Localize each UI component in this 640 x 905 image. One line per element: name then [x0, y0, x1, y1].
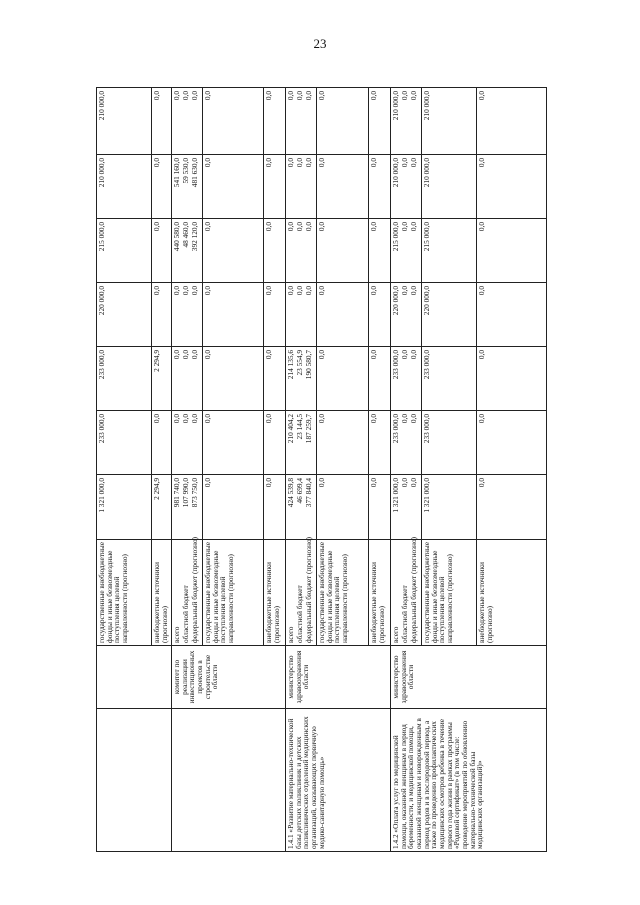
page-number: 23 — [313, 36, 327, 51]
value-cell: 0,0 — [264, 411, 286, 475]
value-cell: 0,0 — [203, 347, 264, 411]
participant-cell-prev — [97, 646, 172, 709]
value-stack: 210 000,0 0,0 0,0 — [391, 155, 422, 219]
value-stack: 233 000,0 0,0 0,0 — [391, 347, 422, 411]
value-cell: 2 294,9 — [152, 475, 172, 540]
participant-cell: министерство здравоохранения области — [286, 646, 391, 709]
value-cell: 0,0 — [264, 283, 286, 347]
value-cell: 0,0 — [203, 88, 264, 155]
value-cell: 210 000,0 — [97, 88, 152, 155]
value-cell: 0,0 — [203, 283, 264, 347]
table-row — [97, 88, 152, 852]
participant-cell: комитет по реализации инвестиционных проектов в строительстве области — [172, 646, 286, 709]
value-cell: 0,0 — [264, 219, 286, 283]
value-cell: 0,0 — [317, 411, 369, 475]
value-cell: 0,0 — [264, 155, 286, 219]
value-stack: 541 160,0 59 530,0 481 630,0 — [172, 155, 203, 219]
value-cell: 0,0 — [317, 347, 369, 411]
value-cell: 0,0 — [264, 475, 286, 540]
value-cell: 0,0 — [477, 475, 547, 540]
value-cell: 0,0 — [152, 155, 172, 219]
value-stack: 0,0 0,0 0,0 — [286, 219, 317, 283]
value-cell: 1 321 000,0 — [422, 475, 477, 540]
event-cell: 1.4.1 «Развитие материально-технической базы детских поликлиник и детских поликлинических отделений медицинских организаций, оказывающих первичную медико-санитарную помощь» — [286, 709, 391, 852]
value-cell: 0,0 — [477, 411, 547, 475]
value-cell: 0,0 — [152, 411, 172, 475]
value-cell: 233 000,0 — [97, 347, 152, 411]
value-cell: 0,0 — [477, 219, 547, 283]
value-cell: 0,0 — [203, 411, 264, 475]
table-row — [391, 88, 422, 852]
source-cell: внебюджетные источники (прогнозно) — [264, 540, 286, 646]
value-cell: 0,0 — [369, 411, 391, 475]
value-cell: 233 000,0 — [97, 411, 152, 475]
value-cell: 0,0 — [203, 219, 264, 283]
value-cell: 0,0 — [369, 88, 391, 155]
value-stack: 0,0 0,0 0,0 — [172, 347, 203, 411]
value-cell: 233 000,0 — [422, 411, 477, 475]
table-row — [172, 88, 203, 852]
value-stack: 981 740,0 107 990,0 873 750,0 — [172, 475, 203, 540]
source-cell: государственные внебюджетные фонды и иные безвозмездные поступления целевой направленности (прогнозно) — [422, 540, 477, 646]
value-stack: 233 000,0 0,0 0,0 — [391, 411, 422, 475]
value-cell: 0,0 — [317, 155, 369, 219]
event-cell: 1.4.2 «Оплата услуг по медицинской помощи, оказанной женщинам в период беременности, и медицинской помощи, оказанной женщинам и новорожденным в период родов и в послеродовой период, а также по проведению профилактических медицинских осмотров ребенка в течение первого года жизни в рамках программы «Родовой сертификат» (в том числе: проведение мероприятий по обновлению материально-технической базы медицинских организаций)» — [391, 709, 547, 852]
value-stack: 220 000,0 0,0 0,0 — [391, 283, 422, 347]
value-cell: 220 000,0 — [97, 283, 152, 347]
value-cell: 0,0 — [152, 283, 172, 347]
value-cell: 215 000,0 — [97, 219, 152, 283]
value-cell: 0,0 — [317, 475, 369, 540]
value-cell: 0,0 — [317, 219, 369, 283]
value-cell: 0,0 — [203, 475, 264, 540]
value-cell: 215 000,0 — [422, 219, 477, 283]
event-cell-prev — [97, 709, 172, 852]
value-cell: 0,0 — [477, 155, 547, 219]
value-stack: 0,0 0,0 0,0 — [172, 88, 203, 155]
value-cell: 0,0 — [203, 155, 264, 219]
value-cell: 0,0 — [369, 155, 391, 219]
value-stack: 1 321 000,0 0,0 0,0 — [391, 475, 422, 540]
value-cell: 0,0 — [369, 283, 391, 347]
value-cell: 0,0 — [152, 88, 172, 155]
value-stack: 210 404,2 23 144,5 187 259,7 — [286, 411, 317, 475]
value-stack: 440 580,0 48 460,0 392 120,0 — [172, 219, 203, 283]
value-stack: 214 135,6 23 554,9 190 580,7 — [286, 347, 317, 411]
value-stack: 0,0 0,0 0,0 — [286, 155, 317, 219]
value-stack: 215 000,0 0,0 0,0 — [391, 219, 422, 283]
event-cell-empty — [172, 709, 286, 852]
value-cell: 0,0 — [369, 475, 391, 540]
value-cell: 0,0 — [369, 219, 391, 283]
value-stack: 210 000,0 0,0 0,0 — [391, 88, 422, 155]
value-stack: 0,0 0,0 0,0 — [286, 283, 317, 347]
table-row — [286, 88, 317, 852]
source-cell: государственные внебюджетные фонды и иные безвозмездные поступления целевой направленности (прогнозно) — [317, 540, 369, 646]
value-cell: 210 000,0 — [422, 88, 477, 155]
source-stack: всего областной бюджет федеральный бюджет (прогнозно) — [172, 540, 203, 646]
value-cell: 210 000,0 — [97, 155, 152, 219]
source-stack: всего областной бюджет федеральный бюджет (прогнозно) — [286, 540, 317, 646]
value-stack: 0,0 0,0 0,0 — [172, 283, 203, 347]
source-cell: внебюджетные источники (прогнозно) — [152, 540, 172, 646]
value-cell: 0,0 — [264, 347, 286, 411]
source-cell: внебюджетные источники (прогнозно) — [369, 540, 391, 646]
value-stack: 0,0 0,0 0,0 — [286, 88, 317, 155]
value-stack: 424 539,8 46 699,4 377 840,4 — [286, 475, 317, 540]
value-stack: 0,0 0,0 0,0 — [172, 411, 203, 475]
value-cell: 0,0 — [477, 347, 547, 411]
value-cell: 210 000,0 — [422, 155, 477, 219]
value-cell: 0,0 — [477, 283, 547, 347]
value-cell: 0,0 — [369, 347, 391, 411]
value-cell: 0,0 — [264, 88, 286, 155]
value-cell: 2 294,9 — [152, 347, 172, 411]
value-cell: 0,0 — [477, 88, 547, 155]
value-cell: 233 000,0 — [422, 347, 477, 411]
value-cell: 220 000,0 — [422, 283, 477, 347]
value-cell: 0,0 — [317, 88, 369, 155]
participant-cell: министерство здравоохранения области — [391, 646, 547, 709]
budget-table — [96, 87, 547, 852]
value-cell: 1 321 000,0 — [97, 475, 152, 540]
source-cell: государственные внебюджетные фонды и иные безвозмездные поступления целевой направленности (прогнозно) — [203, 540, 264, 646]
source-stack: всего областной бюджет федеральный бюджет (прогнозно) — [391, 540, 422, 646]
value-cell: 0,0 — [317, 283, 369, 347]
value-cell: 0,0 — [152, 219, 172, 283]
source-cell: внебюджетные источники (прогнозно) — [477, 540, 547, 646]
rotated-table-container — [96, 88, 546, 852]
source-cell: государственные внебюджетные фонды и иные безвозмездные поступления целевой направленности (прогнозно) — [97, 540, 152, 646]
